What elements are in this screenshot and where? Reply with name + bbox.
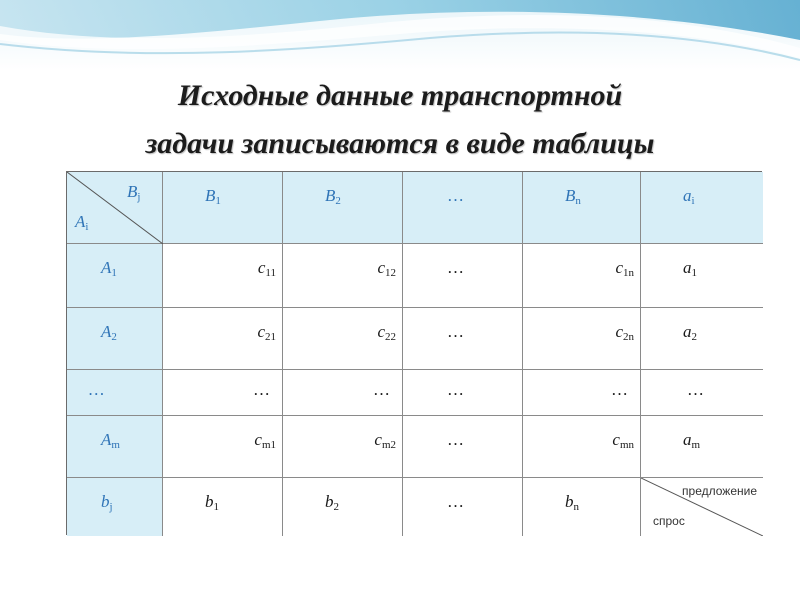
row-header-main: A bbox=[101, 430, 112, 449]
corner-top-main: B bbox=[127, 182, 138, 201]
cell-main: b bbox=[325, 492, 334, 511]
title-line-2: задачи записываются в виде таблицы bbox=[145, 127, 655, 160]
cell-main: a bbox=[683, 258, 692, 277]
corner-bottom-sub: i bbox=[85, 221, 89, 233]
cell-main: c bbox=[254, 430, 262, 449]
cell-sub: 21 bbox=[265, 331, 276, 343]
row-header-a2 bbox=[67, 308, 163, 370]
cell-main: … bbox=[447, 430, 464, 449]
cell-main: c bbox=[615, 322, 623, 341]
cell-sub: 2 bbox=[691, 331, 697, 343]
cell-main: c bbox=[377, 322, 385, 341]
corner-diagonal-line bbox=[67, 172, 163, 244]
cell-sub: 22 bbox=[385, 331, 396, 343]
row-header-sub: 1 bbox=[111, 267, 117, 279]
cell-sub: mn bbox=[619, 439, 634, 451]
cell-main: c bbox=[612, 430, 620, 449]
cell-sub: n bbox=[573, 501, 579, 513]
row-header-sub: m bbox=[111, 439, 120, 451]
corner-bottom-main: A bbox=[75, 212, 86, 231]
cell-main: … bbox=[447, 492, 464, 511]
col-header-b1 bbox=[163, 172, 283, 244]
title-line-1: Исходные данные транспортной bbox=[177, 79, 623, 112]
col-header-sub: 1 bbox=[215, 195, 221, 207]
ellipsis-cell bbox=[403, 416, 523, 478]
cell-main: c bbox=[257, 322, 265, 341]
supply-cell bbox=[641, 416, 763, 478]
cost-cell bbox=[163, 308, 283, 370]
cost-cell bbox=[523, 244, 641, 308]
cell-main: … bbox=[447, 322, 464, 341]
cost-cell bbox=[523, 308, 641, 370]
row-header-main: A bbox=[101, 258, 112, 277]
cell-sub: 12 bbox=[385, 267, 396, 279]
corner-cell bbox=[67, 172, 163, 244]
cell-sub: 2n bbox=[623, 331, 634, 343]
col-header-main: a bbox=[683, 186, 692, 205]
cell-main: … bbox=[687, 380, 704, 399]
cell-sub: m2 bbox=[381, 439, 396, 451]
row-header-sub: j bbox=[109, 501, 113, 513]
ellipsis-cell bbox=[403, 478, 523, 536]
col-header-main: B bbox=[205, 186, 216, 205]
supply-demand-corner bbox=[641, 478, 763, 536]
ellipsis-cell bbox=[403, 308, 523, 370]
supply-label: предложение bbox=[682, 484, 757, 498]
demand-label: спрос bbox=[653, 514, 685, 528]
ellipsis-cell bbox=[283, 370, 403, 416]
row-header-am bbox=[67, 416, 163, 478]
cell-main: … bbox=[447, 380, 464, 399]
cell-sub: 1 bbox=[691, 267, 697, 279]
row-header-a1 bbox=[67, 244, 163, 308]
cost-cell bbox=[523, 416, 641, 478]
cost-cell bbox=[163, 244, 283, 308]
transport-table bbox=[66, 171, 762, 535]
corner-top-sub: j bbox=[137, 191, 141, 203]
cell-sub: 11 bbox=[265, 267, 276, 279]
cost-cell bbox=[283, 416, 403, 478]
cell-main: … bbox=[447, 258, 464, 277]
demand-cell bbox=[523, 478, 641, 536]
col-header-supply bbox=[641, 172, 763, 244]
corner-label-bottom bbox=[75, 212, 88, 233]
corner-label-top bbox=[127, 182, 140, 203]
col-header-bn bbox=[523, 172, 641, 244]
cell-main: c bbox=[377, 258, 385, 277]
cell-main: … bbox=[611, 380, 628, 399]
cell-sub: 1n bbox=[623, 267, 634, 279]
col-header-ellipsis bbox=[403, 172, 523, 244]
ellipsis-cell bbox=[163, 370, 283, 416]
col-header-main: … bbox=[447, 186, 464, 205]
col-header-main: B bbox=[565, 186, 576, 205]
header-wave-decoration bbox=[0, 0, 800, 70]
demand-cell bbox=[283, 478, 403, 536]
cell-main: c bbox=[615, 258, 623, 277]
supply-cell bbox=[641, 308, 763, 370]
col-header-b2 bbox=[283, 172, 403, 244]
row-header-ellipsis bbox=[67, 370, 163, 416]
row-header-main: b bbox=[101, 492, 110, 511]
row-header-sub: 2 bbox=[111, 331, 117, 343]
ellipsis-cell bbox=[403, 244, 523, 308]
slide-title bbox=[0, 72, 800, 168]
cell-sub: 1 bbox=[213, 501, 219, 513]
ellipsis-cell bbox=[403, 370, 523, 416]
row-header-main: A bbox=[101, 322, 112, 341]
cell-sub: m1 bbox=[261, 439, 276, 451]
supply-cell bbox=[641, 244, 763, 308]
cost-cell bbox=[163, 416, 283, 478]
col-header-sub: 2 bbox=[335, 195, 341, 207]
cell-sub: m bbox=[691, 439, 701, 451]
cost-cell bbox=[283, 308, 403, 370]
col-header-main: B bbox=[325, 186, 336, 205]
cost-cell bbox=[283, 244, 403, 308]
cell-main: b bbox=[205, 492, 214, 511]
cell-main: … bbox=[253, 380, 270, 399]
cell-main: … bbox=[373, 380, 390, 399]
cell-main: b bbox=[565, 492, 574, 511]
row-header-main: … bbox=[89, 380, 105, 399]
ellipsis-cell bbox=[641, 370, 763, 416]
cell-main: c bbox=[374, 430, 382, 449]
cell-main: a bbox=[683, 430, 692, 449]
demand-cell bbox=[163, 478, 283, 536]
col-header-sub: i bbox=[691, 195, 695, 207]
ellipsis-cell bbox=[523, 370, 641, 416]
row-header-bj bbox=[67, 478, 163, 536]
cell-sub: 2 bbox=[333, 501, 339, 513]
cell-main: c bbox=[257, 258, 266, 277]
col-header-sub: n bbox=[575, 195, 581, 207]
cell-main: a bbox=[683, 322, 692, 341]
